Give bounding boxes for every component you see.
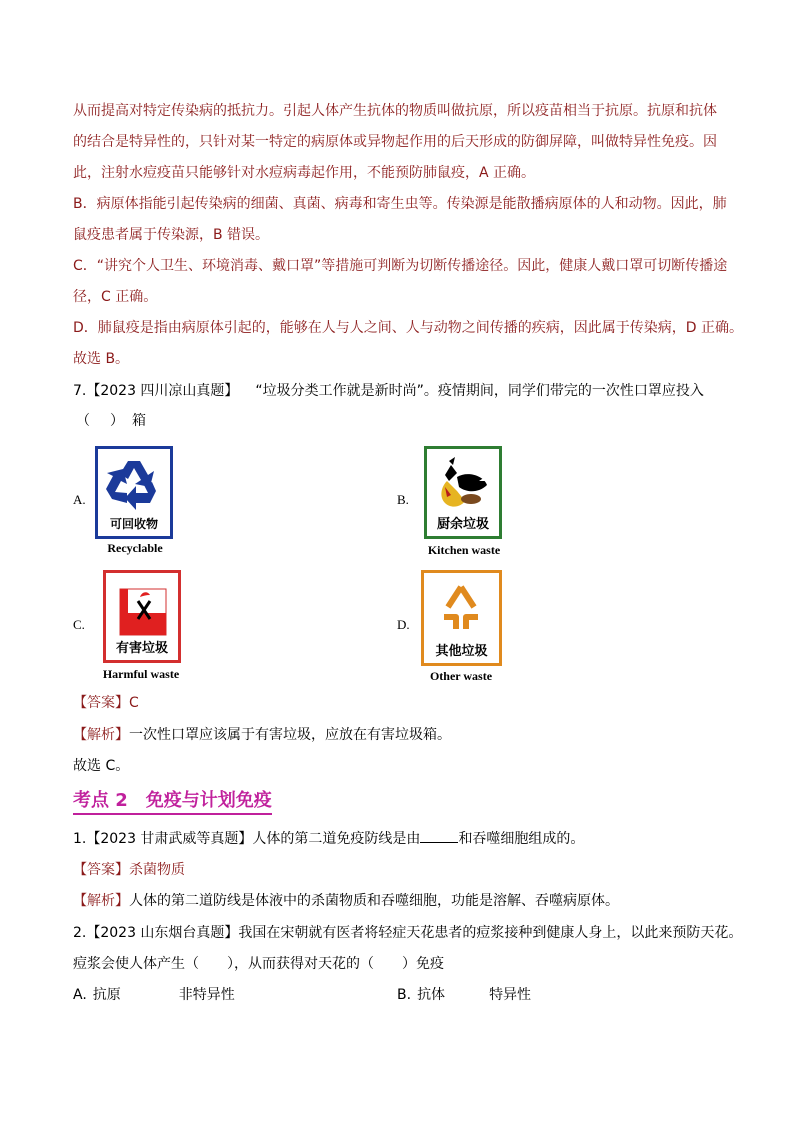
question-7-final: 故选 C。	[73, 758, 130, 774]
question-7-analysis: 【解析】一次性口罩应该属于有害垃圾，应放在有害垃圾箱。	[73, 727, 451, 743]
question-7-blank: （ ） 箱	[76, 413, 146, 429]
question-7-source: 7.【2023 四川凉山真题】	[73, 383, 239, 399]
other-waste-icon	[424, 575, 499, 641]
explanation-line: 此，注射水痘疫苗只能够针对水痘病毒起作用，不能预防肺鼠疫，A 正确。	[73, 165, 536, 181]
option-d-caption: Other waste	[429, 669, 493, 683]
question-7	[73, 381, 704, 401]
other-waste-bin-icon	[421, 570, 502, 666]
bin-label: 有害垃圾	[115, 641, 168, 656]
explanation-option-d: D．肺鼠疫是指由病原体引起的，能够在人与人之间、人与动物之间传播的疾病，因此属于传染病，D 正确。	[73, 320, 744, 336]
fill-blank	[420, 830, 458, 843]
explanation-line: 的结合是特异性的，只针对某一特定的病原体或异物起作用的后天形成的防御屏障，叫做特异性免疫。因	[73, 134, 717, 150]
question-2-option-a: A. 抗原 非特异性	[73, 987, 235, 1003]
harmful-waste-bin-icon	[103, 570, 181, 663]
recycle-icon	[98, 453, 170, 517]
explanation-final: 故选 B。	[73, 351, 130, 367]
option-b-letter: B.	[397, 492, 409, 507]
kitchen-waste-bin-icon	[424, 446, 502, 539]
explanation-option-b: B．病原体指能引起传染病的细菌、真菌、病毒和寄生虫等。传染源是能散播病原体的人和动物。因此，肺	[73, 196, 727, 212]
bin-label: 可回收物	[109, 517, 158, 531]
section-heading: 考点 2 免疫与计划免疫	[73, 789, 272, 815]
question-7-text: “垃圾分类工作就是新时尚”。疫情期间，同学们带完的一次性口罩应投入	[255, 383, 704, 399]
question-2-option-b: B. 抗体 特异性	[397, 987, 532, 1003]
recyclable-bin-icon	[95, 446, 173, 539]
option-c-caption: Harmful waste	[102, 667, 180, 681]
bin-label: 其他垃圾	[435, 644, 488, 659]
question-1-analysis: 【解析】人体的第二道防线是体液中的杀菌物质和吞噬细胞，功能是溶解、吞噬病原体。	[73, 893, 619, 909]
explanation-line: 从而提高对特定传染病的抵抗力。引起人体产生抗体的物质叫做抗原，所以疫苗相当于抗原。抗原和抗体	[73, 103, 717, 119]
hazard-icon	[106, 575, 178, 639]
option-a-letter: A.	[73, 492, 86, 507]
explanation-option-c: 径，C 正确。	[73, 289, 158, 305]
option-c-letter: C.	[73, 617, 85, 632]
question-1-answer: 【答案】杀菌物质	[73, 862, 185, 878]
food-scraps-icon	[427, 451, 499, 515]
explanation-option-b: 鼠疫患者属于传染源，B 错误。	[73, 227, 270, 243]
question-2-stem: 痘浆会使人体产生（ ），从而获得对天花的（ ）免疫	[73, 956, 444, 972]
question-7-answer: 【答案】C	[73, 695, 139, 711]
question-1: 1.【2023 甘肃武威等真题】人体的第二道免疫防线是由 和吞噬细胞组成的。	[73, 831, 585, 847]
option-a-caption: Recyclable	[107, 541, 163, 555]
question-2: 2.【2023 山东烟台真题】我国在宋朝就有医者将轻症天花患者的痘浆接种到健康人身上，以此来预防天花。	[73, 925, 743, 941]
bin-label: 厨余垃圾	[436, 517, 489, 532]
option-b-caption: Kitchen waste	[427, 543, 501, 557]
option-d-letter: D.	[397, 617, 410, 632]
explanation-option-c: C．“讲究个人卫生、环境消毒、戴口罩”等措施可判断为切断传播途径。因此，健康人戴口罩可切断传播途	[73, 258, 728, 274]
